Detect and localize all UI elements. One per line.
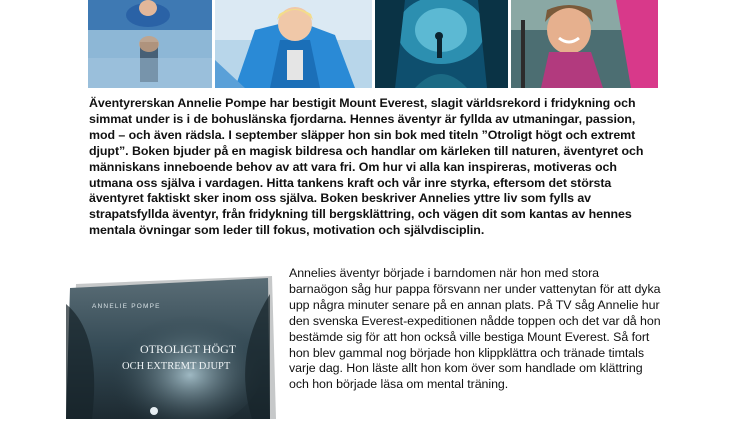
intro-paragraph: Äventyrerskan Annelie Pompe har bestigit Mount Everest, slagit världsrekord i fridykning och simmat under is i de bohuslänska fjordarna. Hennes äventyr är fyllda av utmaningar, passion, mod – och även rädsla. I september släpper hon sin bok med titeln ”Otroligt högt och extremt djupt”. Boken bjuder på en magisk bildresa och handlar om kärleken till naturen, äventyret och människans inneboende behov av att vara fri. Om hur vi alla kan inspireras, motiveras och utmana oss själva i vardagen. Hitta tankens kraft och vår inre styrka, eftersom det största äventyret faktiskt sker inom oss själva. Boken beskriver Annelies yttre liv som fylls av strapatsfyllda äventyr, från fridykning till bergsklättring, och vägen dit som kantas av hennes mentala övningar som leder till fokus, motivation och självdisciplin.: [89, 96, 644, 238]
photo-kayak: [511, 0, 658, 88]
body-paragraph: Annelies äventyr började i barndomen när hon med stora barnaögon såg hur pappa försvann ner under vattenytan för att dyka upp några minuter senare på en annan plats. På TV såg Annelie hur den svenska Everest-expeditionen nådde toppen och det var då hon bestämde sig för att hon också ville bestiga Mount Everest. Så fort hon blev gammal nog började hon klippklättra och tränade timtals varje dag. Hon läste allt hon kom över som handlade om klättring och hon började läsa om mental träning.: [289, 266, 661, 392]
book-cover-image: [62, 274, 278, 419]
photo-reflection: [88, 0, 212, 88]
book-author: ANNELIE POMPE: [92, 303, 161, 310]
book-title-line1: OTROLIGT HÖGT: [140, 342, 237, 356]
photo-strip: [88, 0, 658, 88]
photo-climber: [215, 0, 372, 88]
book-title-line2: OCH EXTREMT DJUPT: [122, 361, 231, 372]
photo-underwater: [375, 0, 508, 88]
